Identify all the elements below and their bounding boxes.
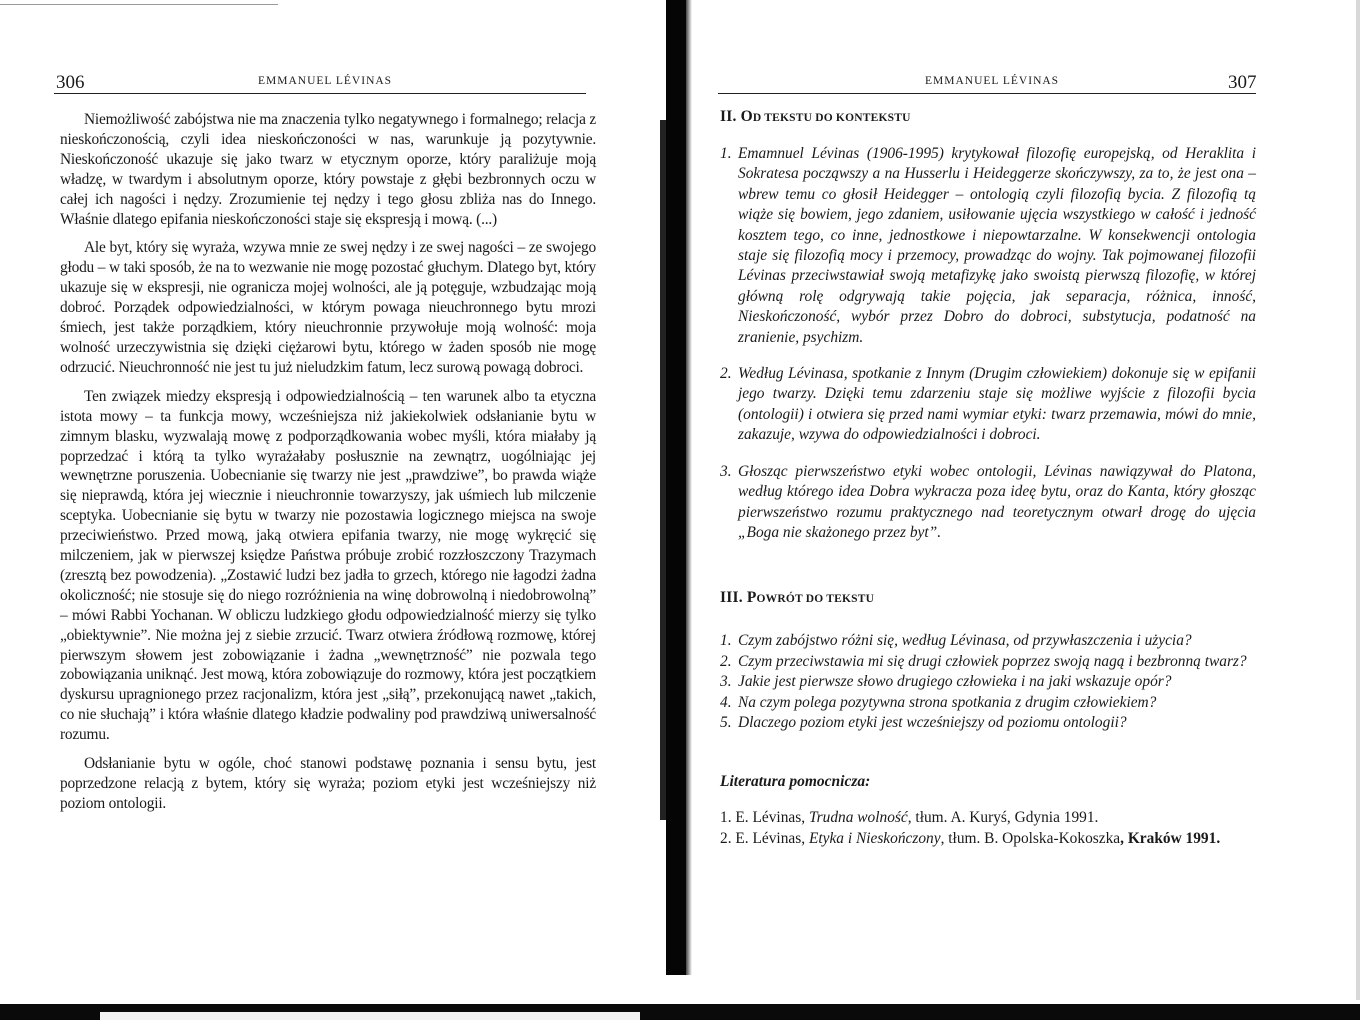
literature-details: , tłum. A. Kuryś, Gdynia 1991. <box>907 809 1099 827</box>
right-running-head: EMMANUEL LÉVINAS <box>925 75 1060 87</box>
question-text: Czym przeciwstawia mi się drugi człowiek poprzez swoją nagą i bezbronną twarz? <box>738 652 1247 670</box>
left-page-body <box>60 110 596 823</box>
question-text: Czym zabójstwo różni się, według Lévinasa, od przywłaszczenia i użycia? <box>738 632 1192 650</box>
question-item <box>720 631 1256 651</box>
list-number: 3. <box>720 462 732 480</box>
paragraph: Ale byt, który się wyraża, wzywa mnie ze swej nędzy i ze swej nagości – ze swojego głodu – w taki sposób, że na to wezwanie nie mogę pozostać głuchym. Dlatego byt, który ukazuje się w ekspresji, nie ogranicza mojej wolności, ale ją potęguje, wzbudzając moją dobroć. Porządek odpowiedzialności, w którym powaga nieuchronnego bytu mrozi śmiech, jest także porządkiem, który nieuchronnie przywołuje moją wolność: moja wolność urzeczywistnia się dzięki ciężarowi bytu, którego w żaden sposób nie mogę odrzucić. Nieuchronność nie jest tu już nieludzkim fatum, lecz surową powagą dobroci. <box>60 239 596 376</box>
list-item <box>720 144 1256 348</box>
explanation-list <box>720 144 1256 543</box>
section-title-initial: O <box>740 108 753 125</box>
literature-list <box>720 807 1256 849</box>
literature-item <box>720 807 1256 828</box>
literature-item <box>720 828 1256 849</box>
literature-author: E. Lévinas, <box>735 830 806 848</box>
literature-number: 2. <box>720 830 732 848</box>
section-heading <box>720 589 1256 607</box>
gutter-gradient <box>686 0 692 975</box>
scan-edge-line <box>0 4 278 5</box>
literature-number: 1. <box>720 809 732 827</box>
section-title-initial: P <box>746 589 757 607</box>
question-number: 4. <box>720 693 732 711</box>
right-page-number: 307 <box>1228 72 1257 93</box>
list-text: Według Lévinasa, spotkanie z Innym (Drugim człowiekiem) dokonuje się w epifanii jego twarzy. Dzięki temu zdarzeniu staje się możliwe wyjście z filozofii bycia (ontologii) i otwiera się przed nami wymiar etyki: twarz przemawia, mówi do mnie, zakazuje, wzywa do odpowiedzialności i dobroci. <box>738 365 1256 444</box>
question-list <box>720 631 1256 733</box>
question-number: 1. <box>720 632 732 650</box>
question-item <box>720 652 1256 672</box>
list-text: Głosząc pierwszeństwo etyki wobec ontologii, Lévinas nawiązywał do Platona, według którego idea Dobra wykracza poza ideę bytu, oraz do Kanta, który głosząc pierwszeństwo rozumu praktycznego nad teoretycznym otwarł drogę do ujęcia „Boga nie skażonego przez byt”. <box>738 462 1256 541</box>
question-text: Dlaczego poziom etyki jest wcześniejszy od poziomu ontologii? <box>738 713 1127 731</box>
paragraph: Odsłanianie bytu w ogóle, choć stanowi podstawę poznania i sensu bytu, jest poprzedzone relacją z bytem, który się wyraża; poziom etyki jest wcześniejszy niż poziom ontologii. <box>60 755 596 812</box>
literature-details-bold: , Kraków 1991. <box>1120 830 1221 848</box>
question-item <box>720 672 1256 692</box>
list-text: Emamnuel Lévinas (1906-1995) krytykował filozofię europejską, od Heraklita i Sokratesa począwszy a na Husserlu i Heideggerze skończywszy, za to, że jest ona – wbrew temu co głosił Heidegger – ontologią czyli filozofią bycia. Z filozofią tą wiąże się bowiem, jego zdaniem, usiłowanie ujęcia wszystkiego w całość i jedność kosztem tego, co inne, jednostkowe i niepowtarzalne. W konsekwencji ontologia staje się filozofią mocy i przemocy, prowadząc do wojny. Tak pojmowanej filozofii Lévinas przeciwstawiał swoją metafizykę jako swoistą pierwszą filozofię, w której główną rolę odgrywają takie pojęcia, jak separacja, różnica, inność, Nieskończoność, wybór przez Dobro do dobroci, substytucja, podatność na zranienie, psychizm. <box>738 145 1256 346</box>
question-number: 2. <box>720 652 732 670</box>
question-text: Jakie jest pierwsze słowo drugiego człowieka i na jaki wskazuje opór? <box>738 673 1172 691</box>
book-gutter <box>666 0 686 975</box>
right-header-rule <box>718 93 1256 94</box>
paragraph: Niemożliwość zabójstwa nie ma znaczenia tylko negatywnego i formalnego; relacja z nieskończonością, czyli idea nieskończoności w nas, warunkuje ją pozytywnie. Nieskończoność ukazuje się jako twarz w etycznym oporze, który paraliżuje moją władzę, w twardym i absolutnym oporze, który powstaje z głębi bezbronnych oczu w całej ich nagości i nędzy. Zrozumienie tej nędzy i tego głosu zbliża nas do Innego. Właśnie dlatego epifania nieskończoności staje się ekspresją i mową. (...) <box>60 111 596 228</box>
literature-title: Etyka i Nieskończony <box>808 830 941 848</box>
question-text: Na czym polega pozytywna strona spotkania z drugim człowiekiem? <box>738 693 1157 711</box>
left-running-head: EMMANUEL LÉVINAS <box>258 75 393 87</box>
literature-author: E. Lévinas, <box>735 809 806 827</box>
page-edge <box>1356 0 1360 1000</box>
left-header-rule <box>54 93 586 94</box>
question-item <box>720 693 1256 713</box>
section-heading <box>720 108 1256 126</box>
left-page-number: 306 <box>56 72 85 93</box>
list-item <box>720 462 1256 544</box>
question-number: 5. <box>720 713 732 731</box>
section-title-rest: D TEKSTU DO KONTEKSTU <box>752 112 911 124</box>
right-page-body <box>720 108 1256 849</box>
section-title-rest: OWRÓT DO TEKSTU <box>756 593 875 606</box>
literature-title: Trudna wolność <box>808 809 908 827</box>
literature-heading: Literatura pomocnicza: <box>720 773 871 791</box>
list-number: 1. <box>720 145 732 162</box>
question-number: 3. <box>720 673 732 691</box>
scan-bottom-paper <box>100 1012 640 1020</box>
literature-details: , tłum. B. Opolska-Kokoszka <box>940 830 1121 848</box>
list-number: 2. <box>720 365 732 383</box>
paragraph: Ten związek miedzy ekspresją i odpowiedzialnością – ten warunek albo ta etyczna istota mowy – ta funkcja mowy, wcześniejsza niż jakiekolwiek odsłanianie bytu w zimnym blasku, wyzwalają mowę z podporządkowania wobec myśli, która miałaby ją poprzedzać i którą ta tylko wyrażałaby posłusznie na zewnątrz, uogólniając jej wewnętrzne poruszenia. Uobecnianie się twarzy nie jest „prawdziwe”, bo prawda wiąże się nieprawdą, która jej wiecznie i nieuchronnie towarzyszy, jak uśmiech lub milczenie sceptyka. Uobecnianie się bytu w twarzy nie pozostawia logicznego miejsca na swoje przeciwieństwo. Przed mową, jaką otwiera epifania twarzy, nie mogę wykręcić się milczeniem, jak w pierwszej księdze Państwa próbuje zrobić rozzłoszczony Trazymach (zresztą bez powodzenia). „Zostawić ludzi bez jadła to grzech, którego nie łagodzi żadna okoliczność; nie stosuje się do niego rozróżnienia na winę dobrowolną i niedobrowolną” – mówi Rabbi Yochanan. W obliczu ludzkiego głodu odpowiedzialność mierzy się tylko „obiektywnie”. Nie można jej z siebie zrzucić. Twarz otwiera źródłową rozmowę, której pierwszym słowem jest zobowiązanie i żadna „wewnętrzność” nie pozwala tego zobowiązania uniknąć. Jest mową, która zobowiązuje do rozmowy, która jest początkiem dyskursu upragnionego przez racjonalizm, która jest „siłą”, przekonującą nawet „takich, co nie słuchają” i która właśnie dlatego kładzie podwaliny pod prawdziwą uniwersalność rozumu. <box>60 387 596 744</box>
section-numeral: II. <box>720 108 737 125</box>
question-item <box>720 713 1256 733</box>
section-numeral: III. <box>720 589 743 607</box>
list-item <box>720 364 1256 446</box>
